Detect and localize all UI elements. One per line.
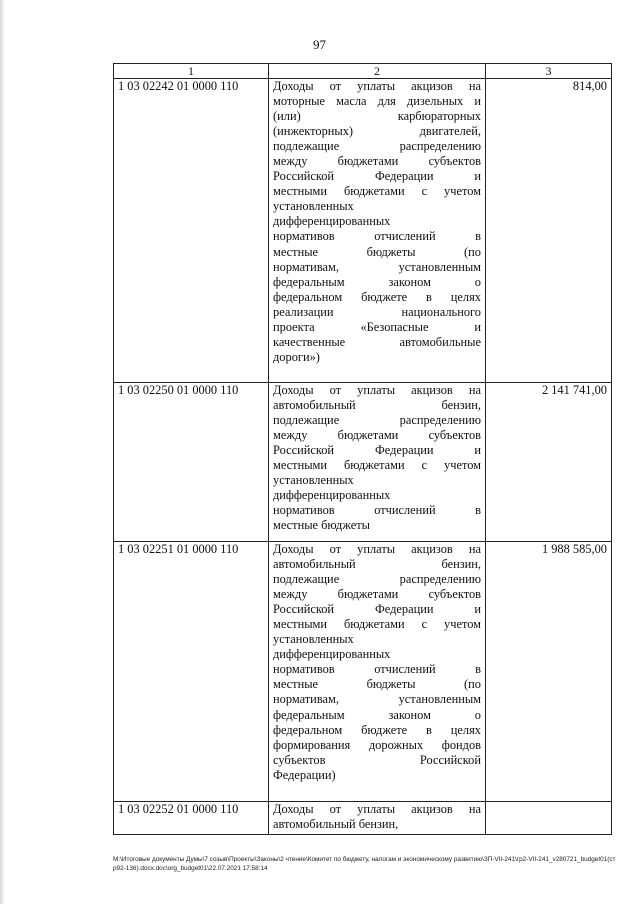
description-line: подлежащие распределению — [273, 413, 481, 428]
description-line: федеральном бюджете в целях — [273, 289, 481, 304]
table-header-row — [114, 64, 612, 79]
description-line: федеральном бюджете в целях — [273, 722, 481, 737]
description-line: установленных — [273, 473, 354, 488]
description-line: Доходы от уплаты акцизов на — [273, 383, 481, 397]
description-line: между бюджетами субъектов — [273, 154, 481, 169]
scan-edge-shadow — [0, 0, 5, 904]
table-row — [114, 802, 612, 835]
amount-cell — [486, 802, 612, 835]
revenue-table — [113, 63, 612, 835]
description-line: подлежащие распределению — [273, 572, 481, 587]
description-line: местные бюджеты (по — [273, 677, 481, 692]
description-line: Доходы от уплаты акцизов на — [273, 542, 481, 556]
description-line: между бюджетами субъектов — [273, 428, 481, 443]
description-line: местными бюджетами с учетом — [273, 617, 481, 632]
description-line: Российской Федерации и — [273, 443, 481, 458]
description-line: местные бюджеты (по — [273, 244, 481, 259]
description-line: подлежащие распределению — [273, 139, 481, 154]
description-line: нормативов отчислений в — [273, 662, 481, 677]
page-number: 97 — [313, 37, 326, 52]
description-line: нормативам, установленным — [273, 259, 481, 274]
description-line: местными бюджетами с учетом — [273, 458, 481, 473]
budget-code-cell: 1 03 02252 01 0000 110 — [114, 802, 269, 835]
description-line: формирования дорожных фондов — [273, 737, 481, 752]
description-line: федеральным законом о — [273, 707, 481, 722]
description-line: моторные масла для дизельных и — [273, 94, 481, 109]
description-line: проекта «Безопасные и — [273, 319, 481, 334]
description-line: Федерации) — [273, 767, 336, 782]
description-cell — [269, 79, 486, 383]
description-line: установленных — [273, 199, 354, 214]
description-line: автомобильный бензин, — [273, 817, 399, 832]
budget-code-cell: 1 03 02242 01 0000 110 — [114, 79, 269, 383]
column-header: 3 — [486, 64, 612, 79]
description-cell — [269, 802, 486, 835]
file-path-footer: M:\Итоговые документы Думы\7 созыв\Проекты\Законы\2 чтение\Комитет по бюджету, налогам и экономическому развитию\ЗП-VII-241\гр2-VII-241_v280721_budget01(стр92-136).docx.doc\org_budget01\22.07.2021 17:58:14 — [113, 856, 616, 872]
description-line: субъектов Российской — [273, 752, 481, 767]
description-line: автомобильный бензин, — [273, 398, 481, 413]
description-line: дифференцированных — [273, 214, 391, 229]
description-line: Российской Федерации и — [273, 602, 481, 617]
description-line: (инжекторных) двигателей, — [273, 124, 481, 139]
description-line: дифференцированных — [273, 647, 391, 662]
description-line: Доходы от уплаты акцизов на — [273, 79, 481, 93]
description-line: нормативов отчислений в — [273, 503, 481, 518]
budget-code-cell: 1 03 02251 01 0000 110 — [114, 542, 269, 802]
amount-cell: 2 141 741,00 — [486, 383, 612, 542]
description-line: автомобильный бензин, — [273, 557, 481, 572]
description-line: Российской Федерации и — [273, 169, 481, 184]
column-header: 2 — [269, 64, 486, 79]
budget-code-cell: 1 03 02250 01 0000 110 — [114, 383, 269, 542]
table-row — [114, 383, 612, 542]
description-line: установленных — [273, 632, 354, 647]
description-line: местные бюджеты — [273, 518, 370, 533]
description-line: дифференцированных — [273, 488, 391, 503]
description-line: реализации национального — [273, 304, 481, 319]
description-line: Доходы от уплаты акцизов на — [273, 802, 481, 816]
description-line: между бюджетами субъектов — [273, 587, 481, 602]
description-line: дороги») — [273, 349, 320, 364]
description-line: нормативов отчислений в — [273, 229, 481, 244]
description-cell — [269, 542, 486, 802]
column-header: 1 — [114, 64, 269, 79]
description-line: федеральным законом о — [273, 274, 481, 289]
description-line: качественные автомобильные — [273, 334, 481, 349]
table-row — [114, 79, 612, 383]
amount-cell: 814,00 — [486, 79, 612, 383]
description-cell — [269, 383, 486, 542]
description-line: местными бюджетами с учетом — [273, 184, 481, 199]
table-row — [114, 542, 612, 802]
description-line: (или) карбюраторных — [273, 109, 481, 124]
description-line: нормативам, установленным — [273, 692, 481, 707]
amount-cell: 1 988 585,00 — [486, 542, 612, 802]
